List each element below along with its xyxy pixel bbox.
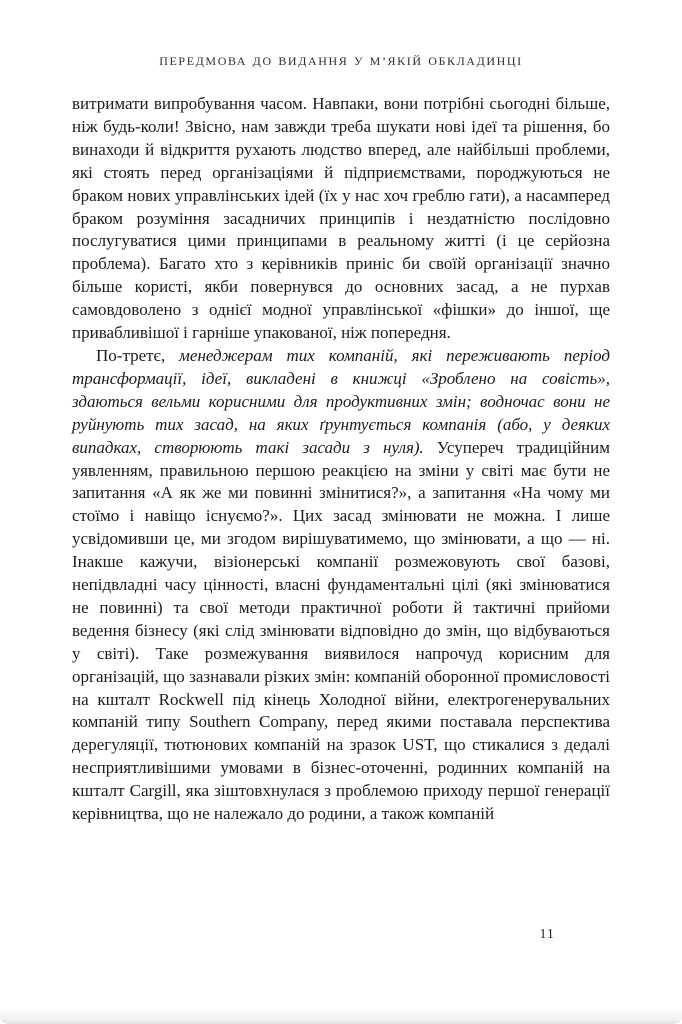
page-body [72, 93, 610, 826]
running-head: ПЕРЕДМОВА ДО ВИДАННЯ У М’ЯКІЙ ОБКЛАДИНЦІ [159, 54, 523, 68]
page-number: 11 [539, 926, 555, 941]
paragraph-2-rest: Усупереч традиційним уявленням, правильною першою реакцією на зміни у світі має бути не запитання «А як же ми повинні змінитися?», а запитання «На чому ми стоїмо і навіщо існуємо?». Цих засад змінювати не можна. І лише усвідомивши це, ми згодом вирішуватимемо, що змінювати, а що — ні. Інакше кажучи, візіонерські компанії розмежовують свої базові, непідвладні часу цінності, власні фундаментальні цілі (які змінюватися не повинні) та свої методи практичної роботи й тактичні прийоми ведення бізнесу (які слід змінювати відповідно до змін, що відбуваються у світі). Таке розмежування виявилося напрочуд корисним для організацій, що зазнавали різких змін: компаній оборонної промисловості на кшталт Rockwell під кінець Холодної війни, електрогенерувальних компаній типу Southern Company, перед якими поставала перспектива дерегуляції, тютюнових компаній на зразок UST, що стикалися з дедалі несприятливішими умовами в бізнес-оточенні, родинних компаній на кшталт Cargill, яка зіштовхнулася з проблемою приходу першої генерації керівництва, що не належало до родини, а також компаній [72, 437, 610, 824]
italic-passage: менеджерам тих компаній, які переживають період трансформації, ідеї, викладені в книжці «Зроблено на совість», здаються вельми корисними для продуктивних змін; водночас вони не руйнують тих засад, на яких ґрунтується компанія (або, у деяких випадках, створюють такі засади з нуля). [72, 345, 610, 457]
paragraph-1: витримати випробування часом. Навпаки, вони потрібні сьогодні більше, ніж будь-коли! Звісно, нам завжди треба шукати нові ідеї та рішення, бо винаходи й відкриття рухають людство вперед, але найбільші проблеми, які стоять перед організаціями й підприємствами, породжуються не браком нових управлінських ідей (їх у нас хоч греблю гати), а насамперед браком розуміння засадничих принципів і нездатністю послідовно послугуватися цими принципами в реальному житті (і це серйозна проблема). Багато хто з керівників приніс би своїй організації значно більше користі, якби повернувся до основних засад, а не пурхав самовдоволено з однієї модної управлінської «фішки» до іншої, ще привабливішої і гарніше упакованої, ніж попередня. [72, 94, 610, 343]
page-bottom-edge-shadow [0, 1008, 682, 1024]
paragraph-2-lead: По-третє, [96, 345, 180, 365]
paragraph-2 [72, 345, 610, 826]
